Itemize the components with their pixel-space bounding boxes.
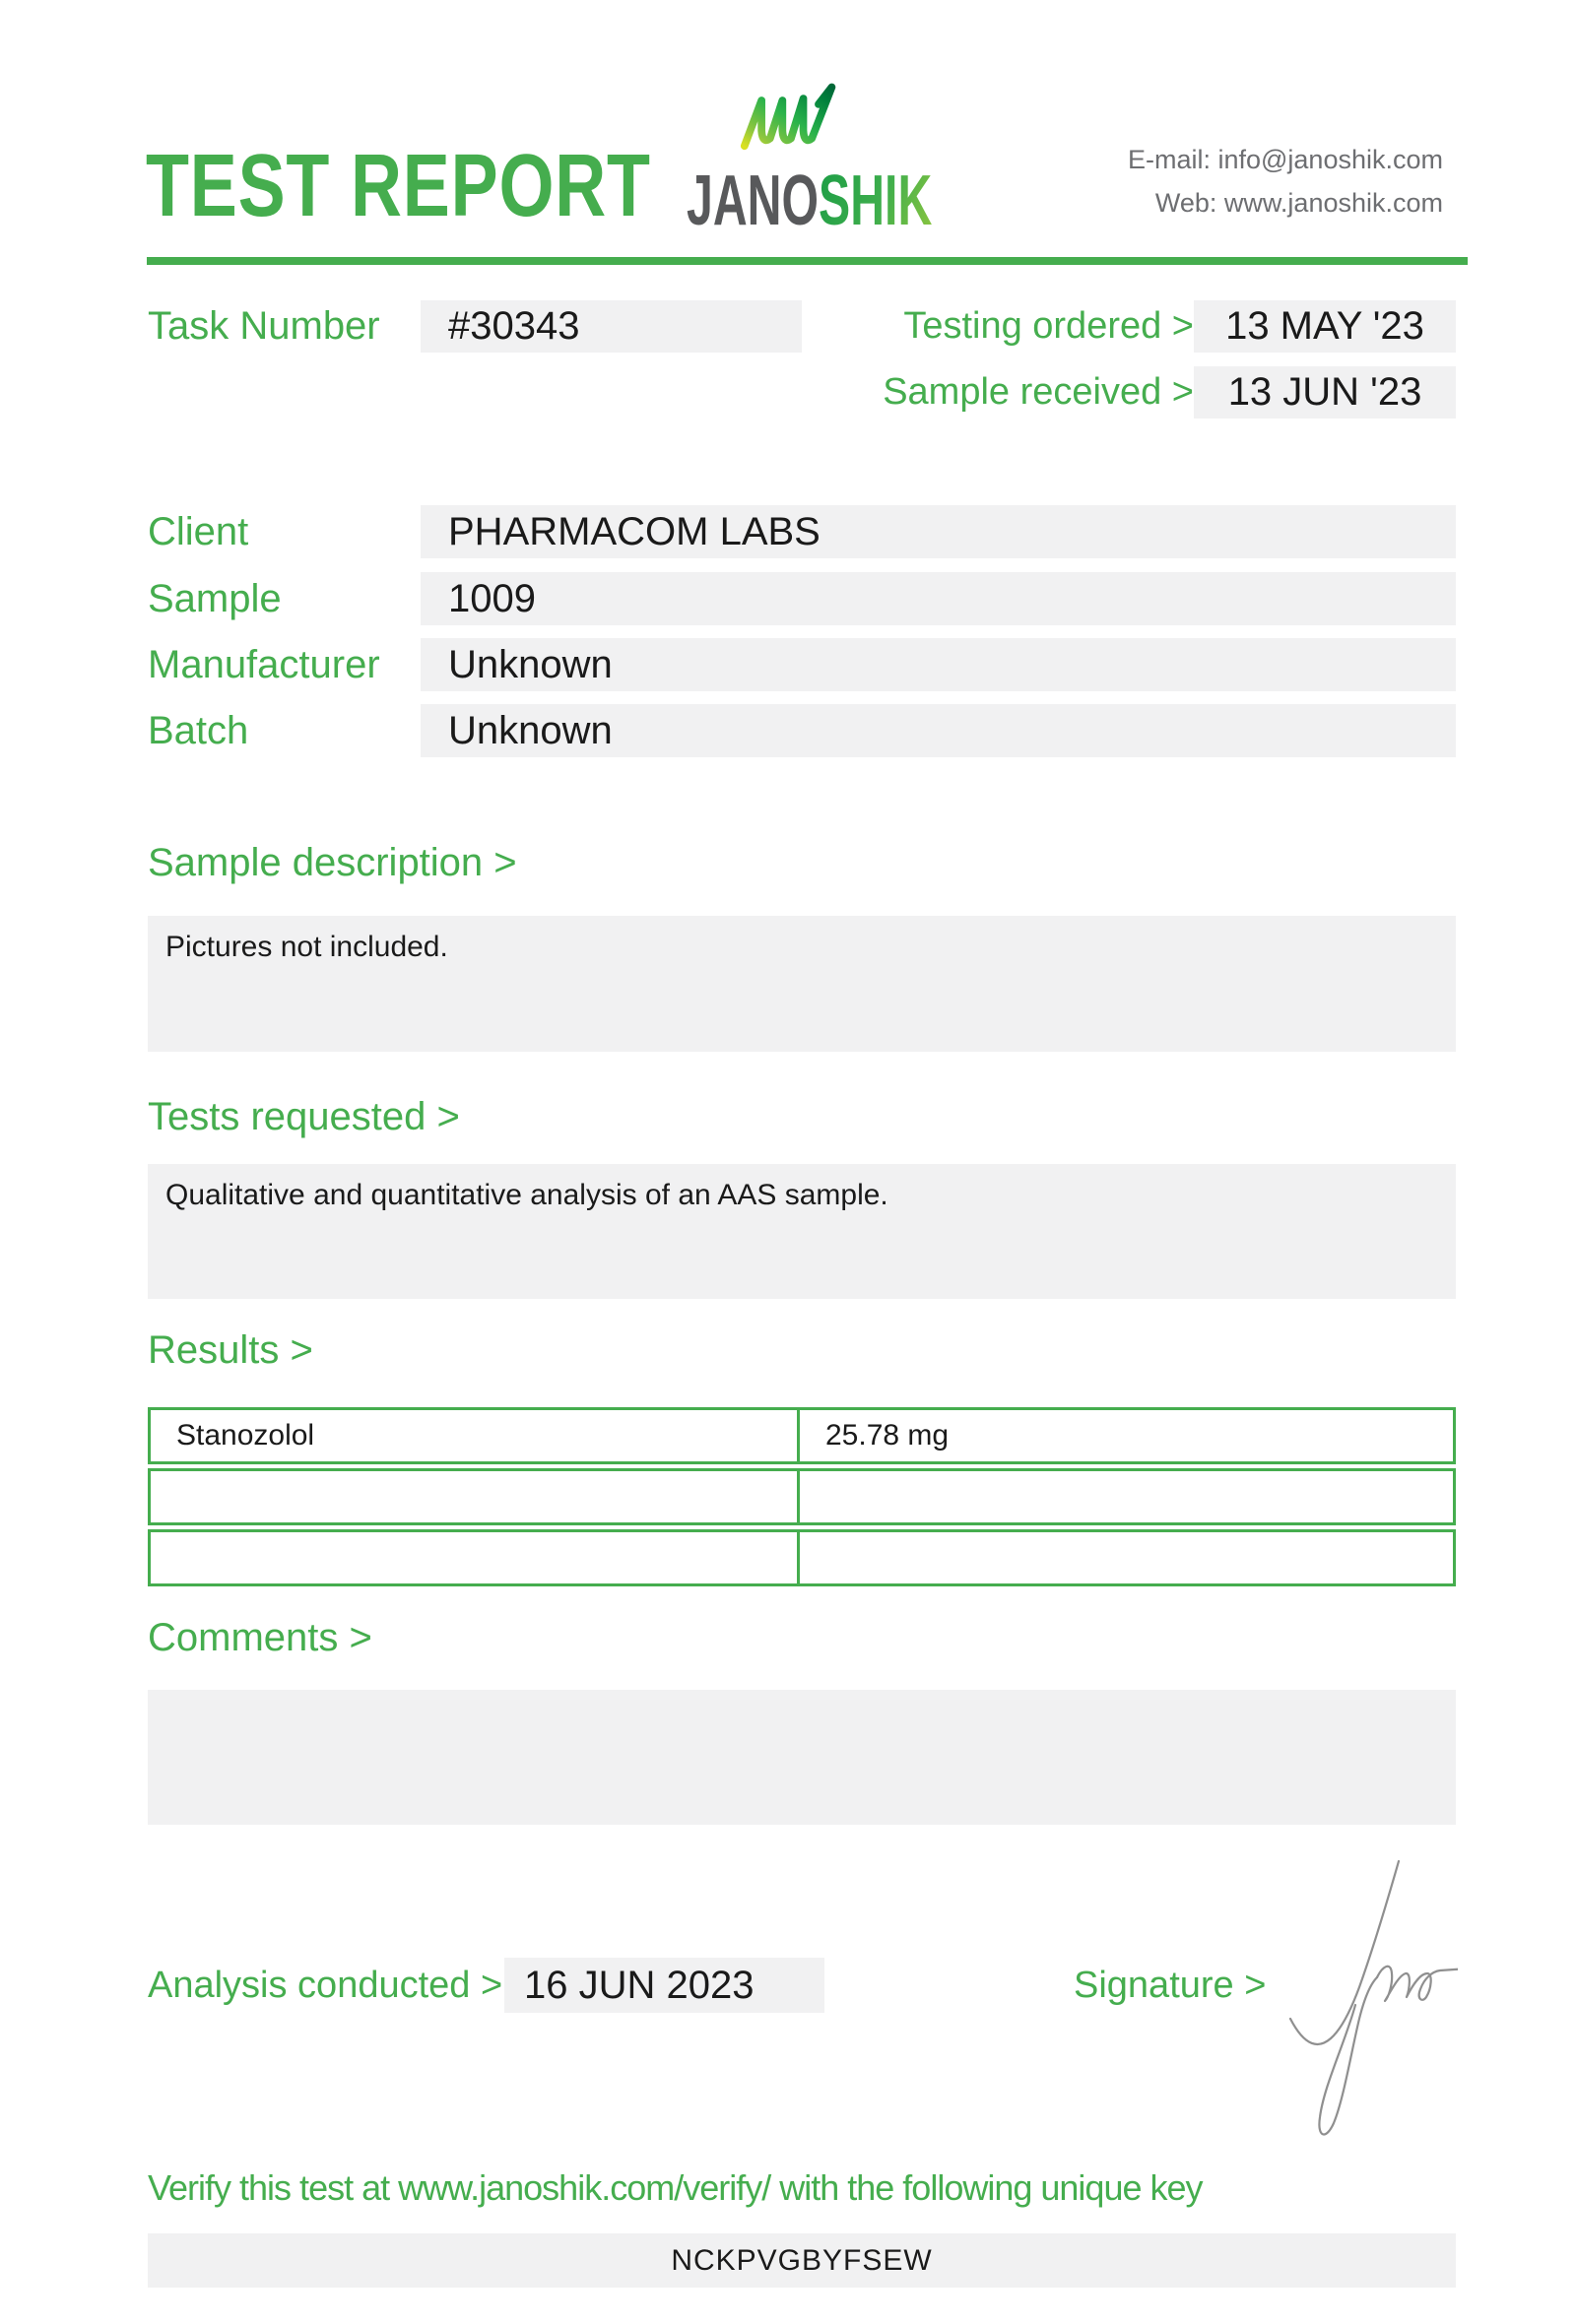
comments-heading: Comments >	[148, 1616, 372, 1659]
sample-description-box	[148, 916, 1456, 1052]
tests-requested-text: Qualitative and quantitative analysis of an AAS sample.	[165, 1179, 888, 1211]
logo-wordmark	[687, 161, 933, 240]
sample-received-date: 13 JUN '23	[1194, 366, 1456, 419]
manufacturer-label: Manufacturer	[148, 643, 380, 686]
table-row	[148, 1407, 1456, 1464]
logo-text-jano: JANO	[687, 161, 820, 240]
logo-text-shik: SHIK	[819, 161, 933, 240]
result-amount-cell	[800, 1529, 1456, 1586]
signature-label: Signature >	[1074, 1965, 1267, 2006]
table-row	[148, 1468, 1456, 1525]
client-label: Client	[148, 510, 249, 553]
testing-ordered-label: Testing ordered >	[903, 305, 1194, 347]
verify-key: NCKPVGBYFSEW	[148, 2233, 1456, 2288]
result-amount-cell: 25.78 mg	[800, 1407, 1456, 1464]
client-value: PHARMACOM LABS	[421, 505, 1456, 558]
table-row	[148, 1529, 1456, 1586]
result-substance-cell	[148, 1529, 800, 1586]
task-number-label: Task Number	[148, 304, 380, 348]
results-heading: Results >	[148, 1328, 313, 1372]
result-substance-cell	[148, 1468, 800, 1525]
tests-requested-heading: Tests requested >	[148, 1095, 460, 1138]
contact-web: Web: www.janoshik.com	[1154, 188, 1443, 218]
sample-received-label: Sample received >	[883, 371, 1194, 413]
results-table	[148, 1407, 1456, 1590]
contact-block	[1128, 138, 1443, 225]
task-number-value: #30343	[421, 300, 802, 353]
sample-description-heading: Sample description >	[148, 841, 517, 884]
sample-description-text: Pictures not included.	[165, 931, 448, 963]
result-substance-cell: Stanozolol	[148, 1407, 800, 1464]
manufacturer-value: Unknown	[421, 638, 1456, 691]
signature-image	[1280, 1849, 1458, 2164]
testing-ordered-date: 13 MAY '23	[1194, 300, 1456, 353]
verify-instruction: Verify this test at www.janoshik.com/verify/ with the following unique key	[148, 2167, 1203, 2208]
contact-email: E-mail: info@janoshik.com	[1127, 145, 1443, 174]
sample-value: 1009	[421, 572, 1456, 625]
batch-value: Unknown	[421, 704, 1456, 757]
header-divider	[147, 257, 1468, 265]
batch-label: Batch	[148, 709, 249, 752]
comments-box	[148, 1690, 1456, 1825]
analysis-date: 16 JUN 2023	[504, 1958, 824, 2013]
result-amount-cell	[800, 1468, 1456, 1525]
sample-label: Sample	[148, 577, 282, 620]
tests-requested-box	[148, 1164, 1456, 1299]
analysis-conducted-label: Analysis conducted >	[148, 1965, 503, 2006]
page-title: TEST REPORT	[146, 137, 651, 235]
